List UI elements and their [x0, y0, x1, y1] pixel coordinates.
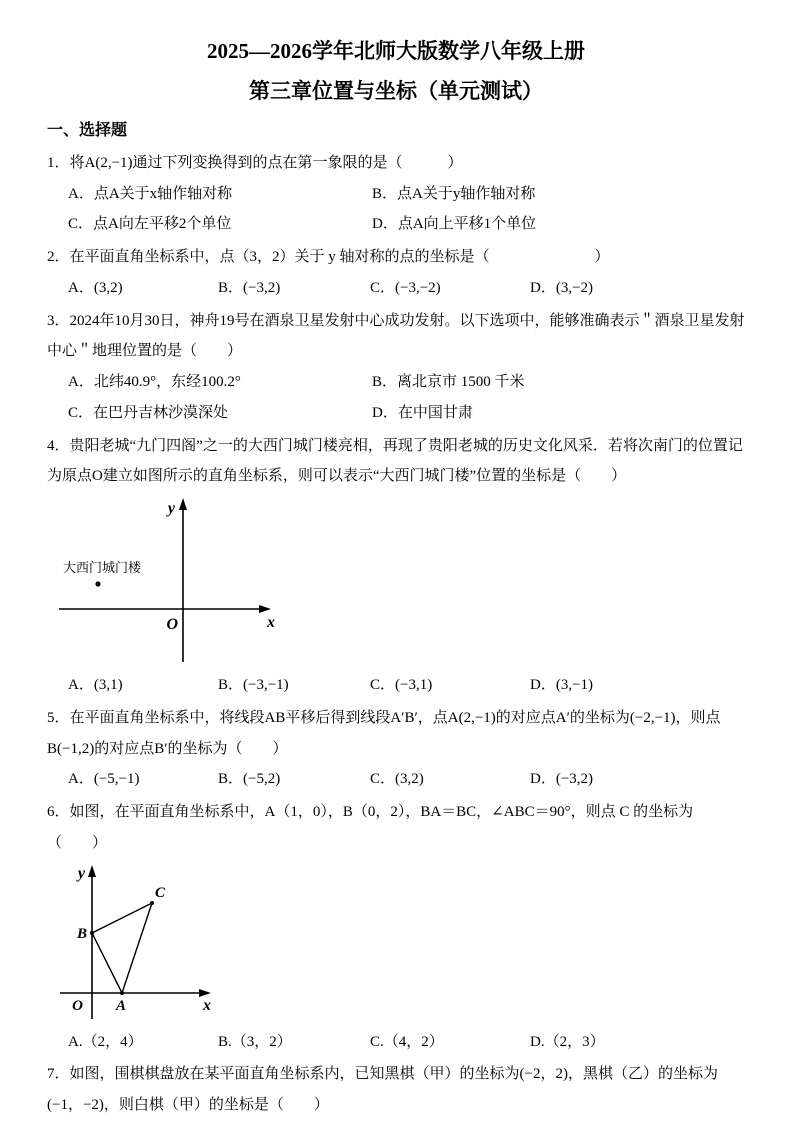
question-1-stem: 1．将A(2,−1)通过下列变换得到的点在第一象限的是（ ） — [47, 154, 463, 171]
q6-x-label: x — [203, 996, 211, 1014]
q4-x-label: x — [267, 614, 275, 632]
question-4-options — [68, 670, 745, 701]
question-6-option-c: C.（4，2） — [370, 1033, 444, 1050]
question-2-option-b: B．(−3,2) — [218, 279, 281, 296]
question-5-option-b: B．(−5,2) — [218, 771, 281, 788]
question-4-stem: 4．贵阳老城“九门四阁”之一的大西门城门楼亮相，再现了贵阳老城的历史文化风采．若将次南门的位置记为原点O建立如图所示的直角坐标系，则可以表示“大西门城门楼”位置的坐标是（ ） — [47, 437, 743, 485]
question-5-options — [68, 764, 745, 795]
question-1-option-d: D．点A向上平移1个单位 — [372, 216, 537, 233]
question-3 — [47, 306, 745, 429]
question-1-option-a: A．点A关于x轴作轴对称 — [68, 185, 233, 202]
question-6-option-d: D.（2，3） — [530, 1033, 605, 1050]
question-6-option-a: A.（2，4） — [68, 1033, 143, 1050]
question-5-option-d: D．(−3,2) — [530, 771, 594, 788]
question-1 — [47, 148, 745, 240]
question-2 — [47, 242, 745, 304]
paper-title-line2: 第三章位置与坐标（单元测试） — [249, 78, 543, 103]
paper-title-line1: 2025—2026学年北师大版数学八年级上册 — [207, 39, 585, 63]
question-4-option-b: B．(−3,−1) — [218, 677, 289, 694]
question-2-option-a: A．(3,2) — [68, 279, 123, 296]
question-1-option-c: C．点A向左平移2个单位 — [68, 216, 232, 233]
q6-y-axis-arrow — [88, 865, 96, 877]
question-6 — [47, 797, 745, 1057]
question-1-option-b: B．点A关于y轴作轴对称 — [372, 185, 536, 202]
q4-point-label: 大西门城门楼 — [63, 560, 142, 576]
question-4-option-c: C．(−3,1) — [370, 677, 433, 694]
question-2-option-c: C．(−3,−2) — [370, 279, 441, 296]
q6-vertex-c-dot — [150, 901, 154, 905]
q6-b-label: B — [76, 925, 87, 942]
q4-y-label: y — [167, 500, 175, 518]
q4-x-axis-arrow — [259, 605, 271, 613]
section-heading-choice: 一、选择题 — [47, 122, 128, 139]
q4-y-axis-arrow — [179, 498, 187, 510]
question-4 — [47, 431, 745, 701]
question-6-stem: 6．如图，在平面直角坐标系中，A（1，0），B（0，2），BA＝BC，∠ABC＝90°，则点 C 的坐标为（ ） — [47, 804, 694, 851]
question-4-option-d: D．(3,−1) — [530, 677, 594, 694]
q6-c-label: C — [155, 884, 166, 901]
q6-vertex-b-dot — [90, 931, 94, 935]
question-4-option-a: A．(3,1) — [68, 677, 123, 694]
q4-origin-label: O — [166, 616, 178, 634]
question-2-option-d: D．(3,−2) — [530, 279, 594, 296]
question-5-option-c: C．(3,2) — [370, 771, 424, 788]
q4-coordinate-figure — [55, 496, 290, 668]
question-6-figure — [55, 863, 745, 1025]
q6-y-label: y — [77, 864, 85, 882]
question-5-stem: 5．在平面直角坐标系中，将线段AB平移后得到线段A′B′，点A(2,−1)的对应点A′的坐标为(−2,−1)，则点B(−1,2)的对应点B′的坐标为（ ） — [47, 709, 721, 757]
q6-vertex-a-dot — [120, 991, 124, 995]
question-3-option-d: D．在中国甘肃 — [372, 404, 473, 421]
q6-origin-label: O — [72, 997, 83, 1014]
question-2-options — [68, 273, 745, 304]
question-5 — [47, 703, 745, 795]
q6-x-axis-arrow — [199, 989, 211, 997]
q4-point-dot — [95, 581, 100, 586]
question-4-figure — [55, 496, 745, 668]
question-3-option-a: A．北纬40.9°，东经100.2° — [68, 374, 241, 391]
q6-coordinate-figure — [55, 863, 220, 1025]
question-3-options — [68, 367, 745, 429]
question-2-stem: 2．在平面直角坐标系中，点（3，2）关于 y 轴对称的点的坐标是（ ） — [47, 249, 610, 266]
question-7 — [47, 1059, 745, 1121]
q6-triangle-abc — [92, 903, 152, 993]
question-3-stem: 3．2024年10月30日，神舟19号在酒泉卫星发射中心成功发射。以下选项中，能够准确表示＂酒泉卫星发射中心＂地理位置的是（ ） — [47, 312, 745, 360]
question-7-stem: 7．如图，围棋棋盘放在某平面直角坐标系内，已知黑棋（甲）的坐标为(−2，2)，黑棋（乙）的坐标为(−1，−2)，则白棋（甲）的坐标是（ ） — [47, 1066, 718, 1114]
question-5-option-a: A．(−5,−1) — [68, 771, 140, 788]
question-3-option-c: C．在巴丹吉林沙漠深处 — [68, 404, 229, 421]
question-6-option-b: B.（3，2） — [218, 1033, 292, 1050]
question-6-options — [68, 1027, 745, 1058]
question-3-option-b: B．离北京市 1500 千米 — [372, 374, 525, 391]
q6-a-label: A — [116, 997, 127, 1014]
question-1-options — [68, 179, 745, 241]
